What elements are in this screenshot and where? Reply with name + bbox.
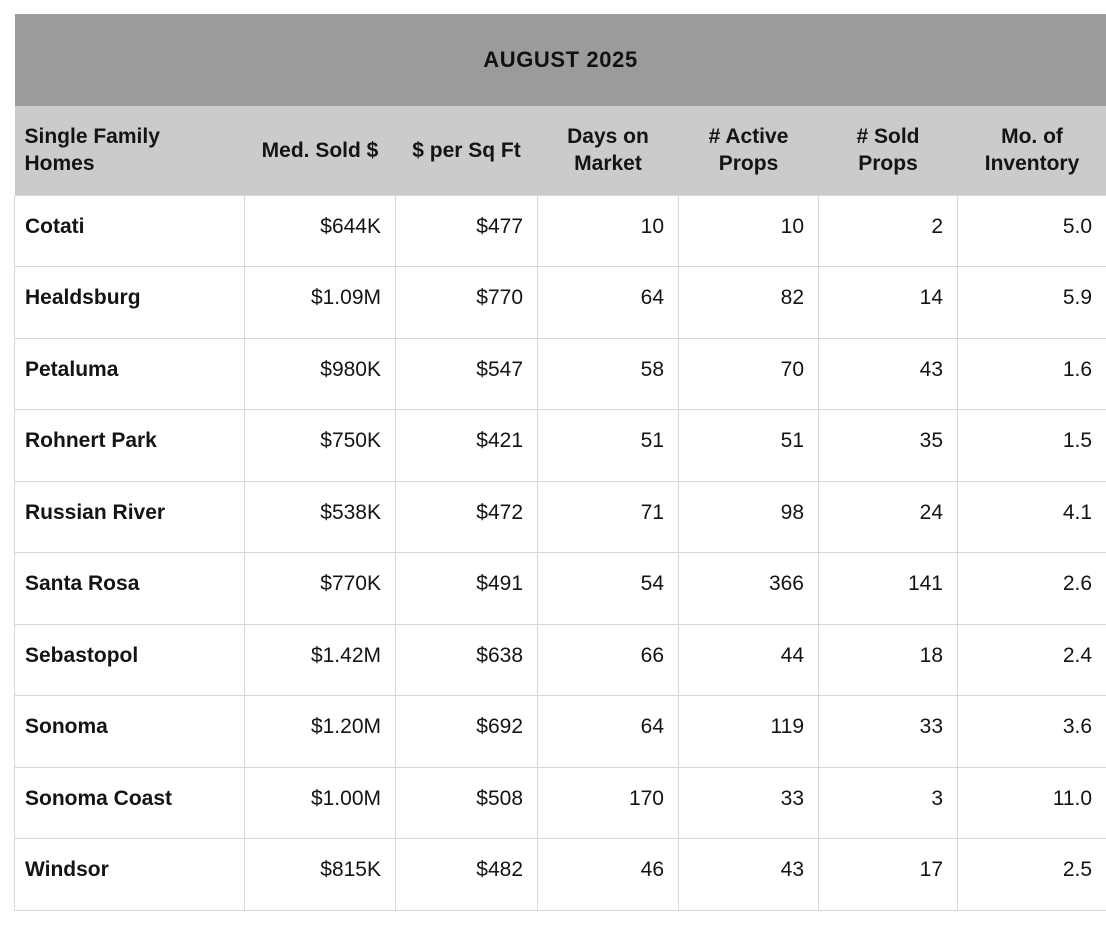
days-on-market-cell: 64 [538,267,679,339]
days-on-market-cell: 64 [538,696,679,768]
med-sold-cell: $815K [245,839,396,911]
per-sqft-cell: $770 [396,267,538,339]
column-header-row [15,106,1106,195]
days-on-market-cell: 51 [538,410,679,482]
med-sold-cell: $750K [245,410,396,482]
mo-inventory-cell: 2.6 [958,553,1106,625]
table-row-windsor [15,839,1106,911]
per-sqft-cell: $472 [396,481,538,553]
active-props-cell: 44 [679,624,819,696]
sold-props-cell: 3 [819,767,958,839]
per-sqft-cell: $477 [396,195,538,267]
active-props-cell: 10 [679,195,819,267]
table-row-sebastopol [15,624,1106,696]
med-sold-cell: $1.20M [245,696,396,768]
column-header-sold-props: # Sold Props [819,106,958,195]
table-row-sonoma [15,696,1106,768]
column-header-days-on-market: Days on Market [538,106,679,195]
column-header-active-props: # Active Props [679,106,819,195]
row-name-cell: Petaluma [15,338,245,410]
active-props-cell: 43 [679,839,819,911]
single-family-homes-stats-table [14,14,1106,911]
row-name-cell: Healdsburg [15,267,245,339]
row-name-cell: Santa Rosa [15,553,245,625]
per-sqft-cell: $482 [396,839,538,911]
table-row-petaluma [15,338,1106,410]
mo-inventory-cell: 5.0 [958,195,1106,267]
days-on-market-cell: 10 [538,195,679,267]
med-sold-cell: $644K [245,195,396,267]
mo-inventory-cell: 4.1 [958,481,1106,553]
table-row-rohnert-park [15,410,1106,482]
row-name-cell: Sebastopol [15,624,245,696]
column-header-per-sqft: $ per Sq Ft [396,106,538,195]
active-props-cell: 70 [679,338,819,410]
title-band [15,14,1106,106]
column-header-med-sold: Med. Sold $ [245,106,396,195]
med-sold-cell: $538K [245,481,396,553]
med-sold-cell: $1.09M [245,267,396,339]
row-name-cell: Cotati [15,195,245,267]
sold-props-cell: 2 [819,195,958,267]
med-sold-cell: $980K [245,338,396,410]
table-row-healdsburg [15,267,1106,339]
per-sqft-cell: $547 [396,338,538,410]
days-on-market-cell: 71 [538,481,679,553]
row-name-cell: Sonoma Coast [15,767,245,839]
days-on-market-cell: 170 [538,767,679,839]
active-props-cell: 33 [679,767,819,839]
sold-props-cell: 35 [819,410,958,482]
active-props-cell: 82 [679,267,819,339]
days-on-market-cell: 46 [538,839,679,911]
sold-props-cell: 43 [819,338,958,410]
mo-inventory-cell: 2.4 [958,624,1106,696]
days-on-market-cell: 54 [538,553,679,625]
mo-inventory-cell: 2.5 [958,839,1106,911]
row-name-cell: Russian River [15,481,245,553]
per-sqft-cell: $638 [396,624,538,696]
active-props-cell: 119 [679,696,819,768]
sold-props-cell: 14 [819,267,958,339]
mo-inventory-cell: 5.9 [958,267,1106,339]
row-name-cell: Rohnert Park [15,410,245,482]
mo-inventory-cell: 3.6 [958,696,1106,768]
sold-props-cell: 141 [819,553,958,625]
sold-props-cell: 18 [819,624,958,696]
per-sqft-cell: $421 [396,410,538,482]
table-row-russian-river [15,481,1106,553]
column-header-mo-of-inventory: Mo. of Inventory [958,106,1106,195]
sold-props-cell: 33 [819,696,958,768]
table-row-sonoma-coast [15,767,1106,839]
med-sold-cell: $1.00M [245,767,396,839]
column-header-single-family-homes: Single Family Homes [15,106,245,195]
per-sqft-cell: $692 [396,696,538,768]
sold-props-cell: 17 [819,839,958,911]
per-sqft-cell: $508 [396,767,538,839]
active-props-cell: 51 [679,410,819,482]
mo-inventory-cell: 1.6 [958,338,1106,410]
active-props-cell: 366 [679,553,819,625]
table-title: AUGUST 2025 [15,14,1106,106]
mo-inventory-cell: 1.5 [958,410,1106,482]
table-row-santa-rosa [15,553,1106,625]
row-name-cell: Windsor [15,839,245,911]
row-name-cell: Sonoma [15,696,245,768]
per-sqft-cell: $491 [396,553,538,625]
days-on-market-cell: 66 [538,624,679,696]
mo-inventory-cell: 11.0 [958,767,1106,839]
med-sold-cell: $770K [245,553,396,625]
sold-props-cell: 24 [819,481,958,553]
table-row-cotati [15,195,1106,267]
days-on-market-cell: 58 [538,338,679,410]
med-sold-cell: $1.42M [245,624,396,696]
active-props-cell: 98 [679,481,819,553]
